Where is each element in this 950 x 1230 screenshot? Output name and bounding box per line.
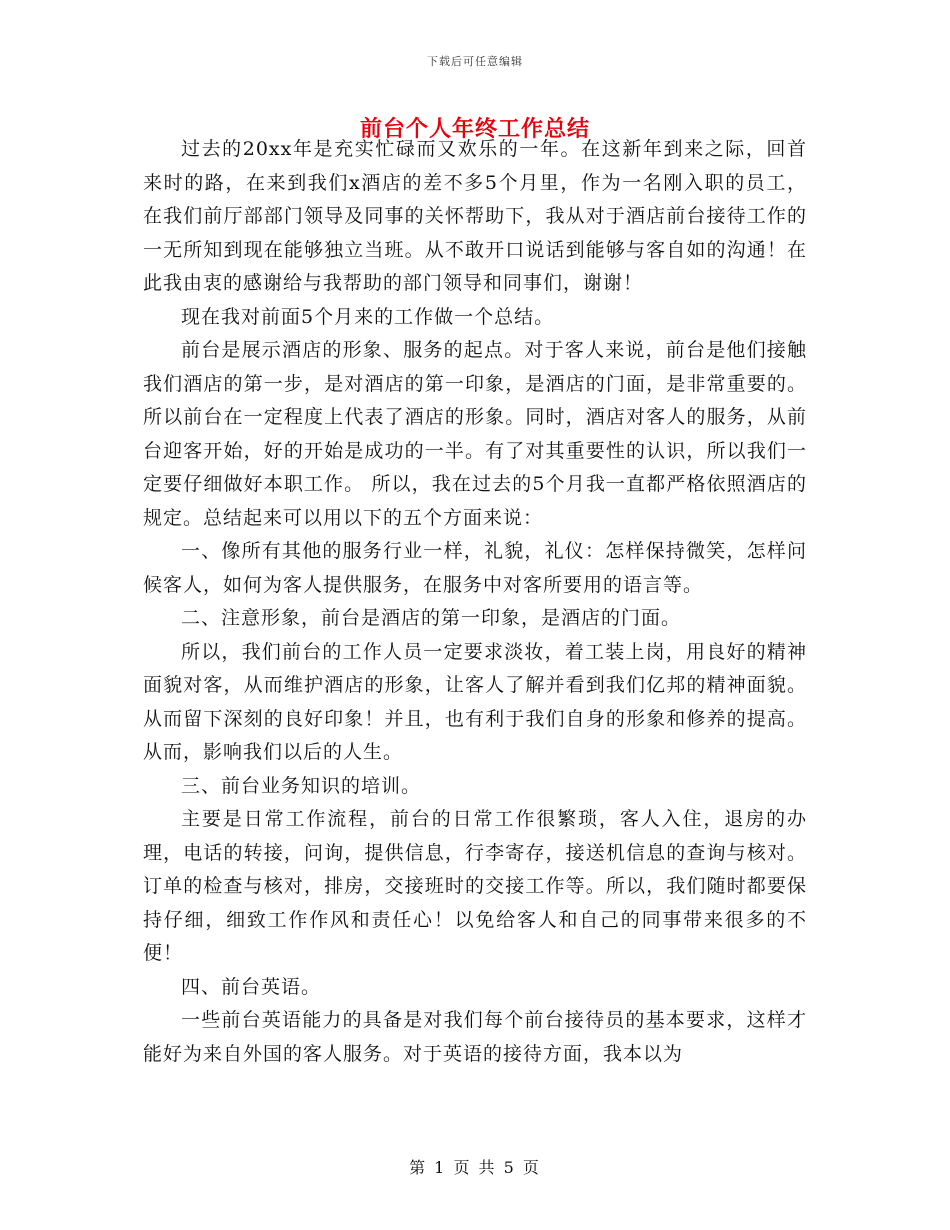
paragraph-point-three: 三、前台业务知识的培训。 (181, 774, 422, 797)
document-body (143, 133, 807, 1071)
paragraph-summary-lead: 现在我对前面5个月来的工作做一个总结。 (181, 305, 555, 328)
paragraph-point-one: 一、像所有其他的服务行业一样，礼貌，礼仪：怎样保持微笑，怎样问候客人，如何为客人提供服务，在服务中对客所要用的语言等。 (143, 540, 807, 596)
page-indicator: 第 1 页 共 5 页 (409, 1158, 541, 1177)
paragraph-point-two: 二、注意形象，前台是酒店的第一印象，是酒店的门面。 (181, 607, 682, 629)
paragraph-workflow: 主要是日常工作流程，前台的日常工作很繁琐，客人入住，退房的办理，电话的转接，问询，提供信息，行李寄存，接送机信息的查询与核对。订单的检查与核对，排房，交接班时的交接工作等。所以，我们随时都要保持仔细，细致工作作风和责任心！以免给客人和自己的同事带来很多的不便！ (143, 808, 807, 964)
paragraph-image: 所以，我们前台的工作人员一定要求淡妆，着工装上岗，用良好的精神面貌对客，从而维护酒店的形象，让客人了解并看到我们亿邦的精神面貌。从而留下深刻的良好印象！并且，也有利于我们自身的形象和修养的提高。从而，影响我们以后的人生。 (143, 640, 807, 763)
paragraph-point-four: 四、前台英语。 (181, 975, 322, 998)
paragraph-intro: 过去的20xx年是充实忙碌而又欢乐的一年。在这新年到来之际，回首来时的路，在来到我们x酒店的差不多5个月里，作为一名刚入职的员工，在我们前厅部部门领导及同事的关怀帮助下，我从对于酒店前台接待工作的一无所知到现在能够独立当班。从不敢开口说话到能够与客自如的沟通！在此我由衷的感谢给与我帮助的部门领导和同事们，谢谢！ (143, 138, 807, 294)
document-title: 前台个人年终工作总结 (359, 116, 590, 142)
paragraph-front-desk-role: 前台是展示酒店的形象、服务的起点。对于客人来说，前台是他们接触我们酒店的第一步，是对酒店的第一印象，是酒店的门面，是非常重要的。所以前台在一定程度上代表了酒店的形象。同时，酒店对客人的服务，从前台迎客开始，好的开始是成功的一半。有了对其重要性的认识，所以我们一定要仔细做好本职工作。 所以，我在过去的5个月我一直都严格依照酒店的规定。总结起来可以用以下的五个方面来说： (143, 339, 807, 529)
page-header-note: 下载后可任意编辑 (427, 55, 523, 68)
paragraph-english: 一些前台英语能力的具备是对我们每个前台接待员的基本要求，这样才能好为来自外国的客人服务。对于英语的接待方面，我本以为 (143, 1009, 807, 1065)
